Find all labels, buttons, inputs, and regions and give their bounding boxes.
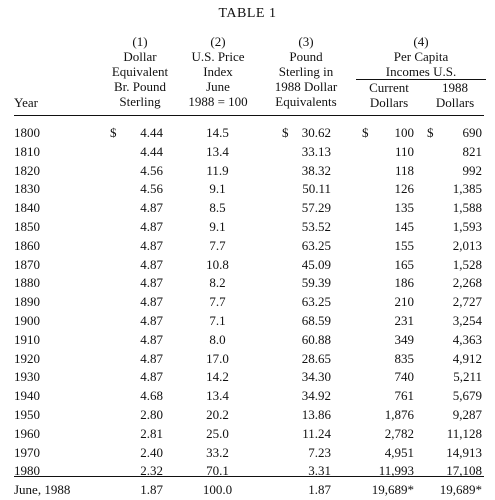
currency-symbol: $ <box>362 125 369 140</box>
col4-sub-line: Dollars <box>369 95 409 110</box>
table-row <box>0 199 495 218</box>
year-cell: 1810 <box>14 143 40 159</box>
income-current-dollars-cell: 145 <box>394 218 414 234</box>
col3-line: Sterling in <box>278 64 334 79</box>
dollar-equivalent-cell: 4.87 <box>140 312 163 328</box>
income-1988-dollars-cell: 821 <box>462 143 482 159</box>
year-cell: 1950 <box>14 406 40 422</box>
income-1988-dollars-cell: 1,593 <box>452 218 482 234</box>
pound-1988-dollars-cell: 68.59 <box>301 312 331 328</box>
col2-number: (2) <box>210 34 226 49</box>
col2-line: U.S. Price <box>191 49 245 64</box>
income-1988-dollars-cell: 19,689* <box>439 482 482 498</box>
dollar-equivalent-cell: 4.87 <box>140 331 163 347</box>
income-1988-dollars-cell: 1,528 <box>452 256 482 272</box>
pound-1988-dollars-cell: 63.25 <box>301 237 331 253</box>
table-row <box>0 481 495 500</box>
col2-header <box>178 34 258 109</box>
price-index-cell: 8.0 <box>209 331 226 347</box>
pound-1988-dollars-cell: 34.92 <box>301 388 331 404</box>
dollar-equivalent-cell: 4.87 <box>140 350 163 366</box>
year-header: Year <box>14 95 38 110</box>
price-index-cell: 14.5 <box>206 125 229 140</box>
year-cell: 1840 <box>14 200 40 216</box>
income-current-dollars-cell: 231 <box>394 312 414 328</box>
col4-sub-1988-header <box>424 80 486 110</box>
year-cell: 1930 <box>14 369 40 385</box>
table-row <box>0 143 495 162</box>
pound-1988-dollars-cell: 13.86 <box>301 406 331 422</box>
income-1988-dollars-cell: 4,912 <box>452 350 482 366</box>
income-current-dollars-cell: 210 <box>394 294 414 310</box>
col2-line: June <box>206 79 230 94</box>
income-1988-dollars-cell: 2,268 <box>452 275 482 291</box>
income-1988-dollars-cell: 3,254 <box>452 312 482 328</box>
income-current-dollars-cell: 11,993 <box>378 463 414 479</box>
income-current-dollars-cell: 2,782 <box>384 425 414 441</box>
dollar-equivalent-cell: 4.44 <box>140 125 163 140</box>
price-index-cell: 13.4 <box>206 143 229 159</box>
table-row <box>0 331 495 350</box>
dollar-equivalent-cell: 1.87 <box>140 482 163 498</box>
table-row <box>0 256 495 275</box>
price-index-cell: 9.1 <box>209 218 226 234</box>
year-cell: 1830 <box>14 181 40 197</box>
table-row <box>0 425 495 444</box>
pound-1988-dollars-cell: 38.32 <box>301 162 331 178</box>
income-1988-dollars-cell: 2,013 <box>452 237 482 253</box>
income-1988-dollars-cell: 1,588 <box>452 200 482 216</box>
income-current-dollars-cell: 155 <box>394 237 414 253</box>
year-cell: 1880 <box>14 275 40 291</box>
price-index-cell: 8.2 <box>209 275 226 291</box>
year-cell: 1890 <box>14 294 40 310</box>
col3-line: Equivalents <box>275 94 337 109</box>
col2-line: Index <box>203 64 233 79</box>
col3-header <box>266 34 346 109</box>
dollar-equivalent-cell: 4.68 <box>140 388 163 404</box>
price-index-cell: 17.0 <box>206 350 229 366</box>
income-1988-dollars-cell: 5,211 <box>453 369 482 385</box>
pound-1988-dollars-cell: 34.30 <box>301 369 331 385</box>
price-index-cell: 100.0 <box>202 482 233 498</box>
bottom-rule <box>14 476 484 477</box>
income-1988-dollars-cell: 17,108 <box>446 463 482 479</box>
dollar-equivalent-cell: 4.87 <box>140 275 163 291</box>
dollar-equivalent-cell: 2.32 <box>140 463 163 479</box>
income-current-dollars-cell: 135 <box>394 200 414 216</box>
dollar-equivalent-cell: 4.87 <box>140 200 163 216</box>
price-index-cell: 13.4 <box>206 388 229 404</box>
pound-1988-dollars-cell: 57.29 <box>301 200 331 216</box>
header-rule <box>14 115 484 116</box>
dollar-equivalent-cell: 2.81 <box>140 425 163 441</box>
pound-1988-dollars-cell: 1.87 <box>308 482 331 498</box>
pound-1988-dollars-cell: 50.11 <box>302 181 331 197</box>
year-cell: 1920 <box>14 350 40 366</box>
price-index-cell: 7.1 <box>209 312 226 328</box>
col4-header <box>356 34 486 80</box>
table-row <box>0 387 495 406</box>
dollar-equivalent-cell: 4.87 <box>140 294 163 310</box>
table-row <box>0 162 495 181</box>
table-row <box>0 124 495 143</box>
pound-1988-dollars-cell: 11.24 <box>302 425 331 441</box>
income-1988-dollars-cell: 1,385 <box>452 181 482 197</box>
table-row <box>0 312 495 331</box>
income-current-dollars-cell: 349 <box>394 331 414 347</box>
pound-1988-dollars-cell: 59.39 <box>301 275 331 291</box>
income-1988-dollars-cell: 5,679 <box>452 388 482 404</box>
dollar-equivalent-cell: 4.87 <box>140 369 163 385</box>
price-index-cell: 10.8 <box>206 256 229 272</box>
table-body <box>0 124 495 500</box>
dollar-equivalent-cell: 4.44 <box>140 143 163 159</box>
table-title: TABLE 1 <box>218 6 277 21</box>
price-index-cell: 33.2 <box>206 444 229 460</box>
income-current-dollars-cell: 740 <box>394 369 414 385</box>
income-1988-dollars-cell: 9,287 <box>452 406 482 422</box>
year-cell: 1870 <box>14 256 40 272</box>
table-row <box>0 406 495 425</box>
income-current-dollars-cell: 110 <box>394 143 414 159</box>
dollar-equivalent-cell: 4.56 <box>140 181 163 197</box>
income-1988-dollars-cell: 2,727 <box>452 294 482 310</box>
year-cell: 1910 <box>14 331 40 347</box>
income-current-dollars-cell: 761 <box>394 388 414 404</box>
col4-line: Incomes U.S. <box>356 64 486 80</box>
income-current-dollars-cell: 19,689* <box>371 482 414 498</box>
year-cell: 1800 <box>14 125 40 140</box>
price-index-cell: 70.1 <box>206 463 229 479</box>
table-row <box>0 274 495 293</box>
year-cell: 1970 <box>14 444 40 460</box>
table-row <box>0 180 495 199</box>
price-index-cell: 9.1 <box>209 181 226 197</box>
income-current-dollars-cell: 100 <box>394 125 414 140</box>
pound-1988-dollars-cell: 7.23 <box>308 444 331 460</box>
price-index-cell: 8.5 <box>209 200 226 216</box>
col3-number: (3) <box>298 34 314 49</box>
income-1988-dollars-cell: 14,913 <box>446 444 482 460</box>
col4-line: Per Capita <box>393 49 449 64</box>
col1-line: Sterling <box>119 94 161 109</box>
dollar-equivalent-cell: 4.87 <box>140 256 163 272</box>
year-cell: June, 1988 <box>14 482 71 498</box>
income-current-dollars-cell: 126 <box>394 181 414 197</box>
currency-symbol: $ <box>110 125 117 140</box>
col1-line: Dollar <box>123 49 157 64</box>
year-cell: 1960 <box>14 425 40 441</box>
year-cell: 1860 <box>14 237 40 253</box>
col4-number: (4) <box>413 34 429 49</box>
pound-1988-dollars-cell: 63.25 <box>301 294 331 310</box>
col3-line: Pound <box>289 49 323 64</box>
income-current-dollars-cell: 118 <box>394 162 414 178</box>
dollar-equivalent-cell: 2.40 <box>140 444 163 460</box>
dollar-equivalent-cell: 4.56 <box>140 162 163 178</box>
income-current-dollars-cell: 165 <box>394 256 414 272</box>
year-cell: 1940 <box>14 388 40 404</box>
price-index-cell: 14.2 <box>206 369 229 385</box>
table-row <box>0 462 495 481</box>
table-row <box>0 350 495 369</box>
pound-1988-dollars-cell: 45.09 <box>301 256 331 272</box>
col3-line: 1988 Dollar <box>274 79 338 94</box>
table-row <box>0 444 495 463</box>
price-index-cell: 20.2 <box>206 406 229 422</box>
col1-number: (1) <box>132 34 148 49</box>
year-cell: 1820 <box>14 162 40 178</box>
pound-1988-dollars-cell: 53.52 <box>301 218 331 234</box>
col1-line: Br. Pound <box>113 79 166 94</box>
col4-sub-line: 1988 <box>442 80 468 95</box>
price-index-cell: 25.0 <box>206 425 229 441</box>
income-current-dollars-cell: 1,876 <box>384 406 414 422</box>
table-row <box>0 218 495 237</box>
income-current-dollars-cell: 4,951 <box>384 444 414 460</box>
table-row <box>0 368 495 387</box>
price-index-cell: 7.7 <box>209 237 226 253</box>
year-cell: 1900 <box>14 312 40 328</box>
income-current-dollars-cell: 186 <box>394 275 414 291</box>
col4-sub-current-header <box>356 80 422 110</box>
pound-1988-dollars-cell: 30.62 <box>301 125 331 140</box>
col4-sub-line: Dollars <box>435 95 475 110</box>
dollar-equivalent-cell: 4.87 <box>140 218 163 234</box>
currency-symbol: $ <box>427 125 434 140</box>
year-cell: 1850 <box>14 218 40 234</box>
price-index-cell: 11.9 <box>206 162 229 178</box>
price-index-cell: 7.7 <box>209 294 226 310</box>
income-1988-dollars-cell: 4,363 <box>452 331 482 347</box>
table-row <box>0 237 495 256</box>
dollar-equivalent-cell: 4.87 <box>140 237 163 253</box>
col2-line: 1988 = 100 <box>188 94 248 109</box>
year-cell: 1980 <box>14 463 40 479</box>
col4-sub-line: Current <box>369 80 409 95</box>
pound-1988-dollars-cell: 3.31 <box>308 463 331 479</box>
income-current-dollars-cell: 835 <box>394 350 414 366</box>
income-1988-dollars-cell: 11,128 <box>446 425 482 441</box>
col1-header <box>100 34 180 109</box>
currency-symbol: $ <box>282 125 289 140</box>
income-1988-dollars-cell: 690 <box>462 125 482 140</box>
dollar-equivalent-cell: 2.80 <box>140 406 163 422</box>
pound-1988-dollars-cell: 28.65 <box>301 350 331 366</box>
table-row <box>0 293 495 312</box>
income-1988-dollars-cell: 992 <box>462 162 482 178</box>
pound-1988-dollars-cell: 60.88 <box>301 331 331 347</box>
pound-1988-dollars-cell: 33.13 <box>301 143 331 159</box>
col1-line: Equivalent <box>111 64 169 79</box>
